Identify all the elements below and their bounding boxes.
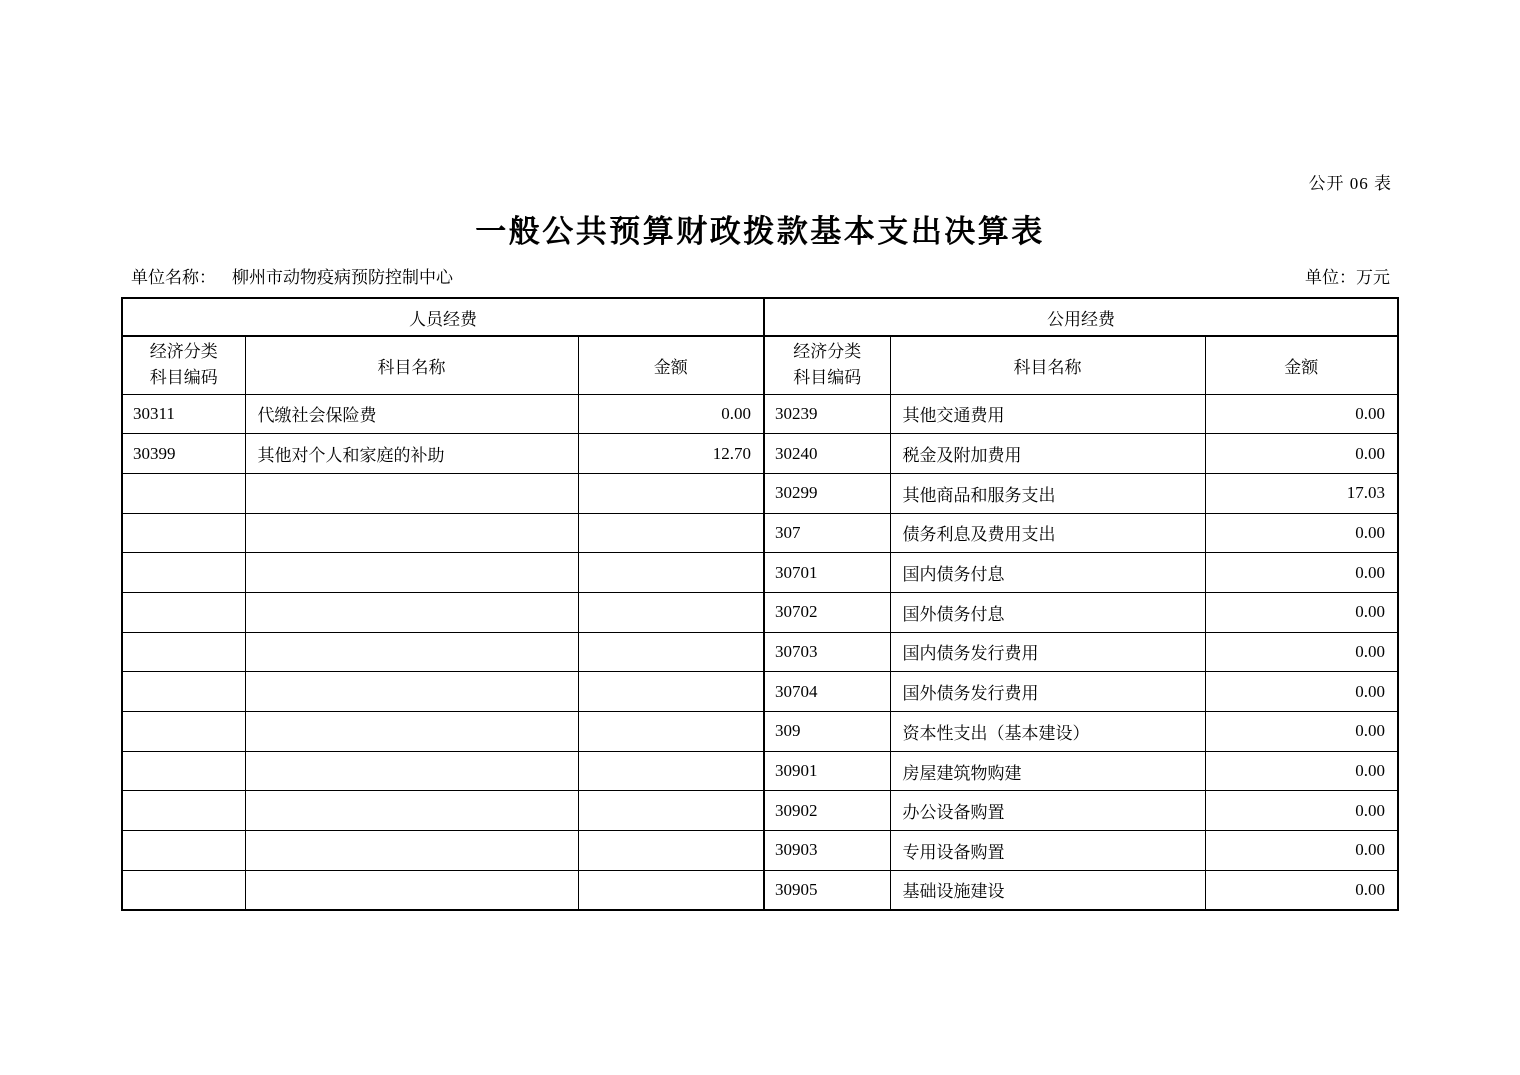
left-amount-cell	[578, 870, 764, 910]
right-subject-cell: 其他交通费用	[890, 394, 1205, 434]
right-subject-cell: 基础设施建设	[890, 870, 1205, 910]
right-amount-cell: 0.00	[1205, 394, 1398, 434]
table-row	[122, 592, 1398, 632]
left-subject-cell: 代缴社会保险费	[245, 394, 578, 434]
table-row	[122, 394, 1398, 434]
table-body	[122, 394, 1398, 910]
right-subject-cell: 税金及附加费用	[890, 434, 1205, 474]
right-code-cell: 30901	[764, 751, 890, 791]
table-row	[122, 553, 1398, 593]
left-amount-cell	[578, 831, 764, 871]
right-code-cell: 30903	[764, 831, 890, 871]
right-code-header-line2: 科目编码	[793, 368, 862, 388]
right-subject-cell: 资本性支出（基本建设）	[890, 712, 1205, 752]
right-amount-cell: 0.00	[1205, 434, 1398, 474]
table-row	[122, 672, 1398, 712]
left-code-cell	[122, 513, 245, 553]
left-subject-cell	[245, 473, 578, 513]
left-code-cell: 30311	[122, 394, 245, 434]
right-subject-cell: 国外债务发行费用	[890, 672, 1205, 712]
right-subject-cell: 国内债务发行费用	[890, 632, 1205, 672]
left-amount-cell	[578, 712, 764, 752]
right-code-cell: 30239	[764, 394, 890, 434]
table-row	[122, 791, 1398, 831]
left-amount-cell	[578, 672, 764, 712]
right-subject-cell: 办公设备购置	[890, 791, 1205, 831]
left-amount-cell: 12.70	[578, 434, 764, 474]
left-subject-cell	[245, 870, 578, 910]
right-section-title: 公用经费	[764, 298, 1398, 336]
table-row	[122, 712, 1398, 752]
left-amount-cell	[578, 513, 764, 553]
right-code-cell: 307	[764, 513, 890, 553]
left-subject-cell	[245, 712, 578, 752]
left-subject-cell	[245, 791, 578, 831]
unit-currency-label: 单位：万元	[1305, 268, 1390, 287]
right-subject-header: 科目名称	[890, 336, 1205, 394]
left-subject-cell	[245, 751, 578, 791]
table-row	[122, 831, 1398, 871]
right-amount-cell: 0.00	[1205, 513, 1398, 553]
table-row	[122, 632, 1398, 672]
left-code-cell	[122, 870, 245, 910]
left-code-header-line2: 科目编码	[149, 368, 218, 388]
right-code-cell: 30905	[764, 870, 890, 910]
left-subject-cell	[245, 672, 578, 712]
right-code-cell: 30240	[764, 434, 890, 474]
section-header-row	[122, 298, 1398, 336]
left-code-cell	[122, 712, 245, 752]
table-row	[122, 434, 1398, 474]
unit-name-label: 单位名称：	[131, 268, 216, 287]
table-row	[122, 513, 1398, 553]
left-code-cell	[122, 751, 245, 791]
left-amount-cell	[578, 751, 764, 791]
right-amount-cell: 0.00	[1205, 831, 1398, 871]
table-row	[122, 751, 1398, 791]
right-subject-cell: 房屋建筑物购建	[890, 751, 1205, 791]
right-code-cell: 30703	[764, 632, 890, 672]
right-amount-cell: 0.00	[1205, 751, 1398, 791]
left-code-cell	[122, 831, 245, 871]
right-code-cell: 30701	[764, 553, 890, 593]
left-code-cell	[122, 791, 245, 831]
left-amount-header: 金额	[578, 336, 764, 394]
right-subject-cell: 债务利息及费用支出	[890, 513, 1205, 553]
right-amount-cell: 0.00	[1205, 553, 1398, 593]
left-subject-header: 科目名称	[245, 336, 578, 394]
left-code-header	[122, 336, 245, 394]
right-amount-cell: 17.03	[1205, 473, 1398, 513]
right-subject-cell: 国外债务付息	[890, 592, 1205, 632]
right-amount-cell: 0.00	[1205, 592, 1398, 632]
left-code-cell	[122, 553, 245, 593]
right-code-header	[764, 336, 890, 394]
left-subject-cell	[245, 632, 578, 672]
left-amount-cell	[578, 791, 764, 831]
left-code-header-line1: 经济分类	[149, 342, 218, 362]
right-subject-cell: 其他商品和服务支出	[890, 473, 1205, 513]
left-subject-cell: 其他对个人和家庭的补助	[245, 434, 578, 474]
left-subject-cell	[245, 553, 578, 593]
left-amount-cell	[578, 473, 764, 513]
left-amount-cell	[578, 592, 764, 632]
right-amount-cell: 0.00	[1205, 791, 1398, 831]
left-code-cell	[122, 672, 245, 712]
left-amount-cell	[578, 632, 764, 672]
left-section-title: 人员经费	[122, 298, 764, 336]
left-subject-cell	[245, 592, 578, 632]
right-code-cell: 30902	[764, 791, 890, 831]
page-title: 一般公共预算财政拨款基本支出决算表	[475, 214, 1045, 249]
left-amount-cell: 0.00	[578, 394, 764, 434]
budget-table	[121, 297, 1399, 911]
left-subject-cell	[245, 513, 578, 553]
column-header-row	[122, 336, 1398, 394]
left-amount-cell	[578, 553, 764, 593]
right-amount-cell: 0.00	[1205, 712, 1398, 752]
unit-name-group	[131, 263, 453, 288]
right-subject-cell: 专用设备购置	[890, 831, 1205, 871]
unit-name-value: 柳州市动物疫病预防控制中心	[232, 268, 453, 287]
left-code-cell: 30399	[122, 434, 245, 474]
left-code-cell	[122, 473, 245, 513]
right-code-cell: 309	[764, 712, 890, 752]
right-code-cell: 30702	[764, 592, 890, 632]
left-code-cell	[122, 592, 245, 632]
right-amount-cell: 0.00	[1205, 632, 1398, 672]
table-row	[122, 870, 1398, 910]
left-code-cell	[122, 632, 245, 672]
right-code-header-line1: 经济分类	[793, 342, 862, 362]
right-amount-header: 金额	[1205, 336, 1398, 394]
right-code-cell: 30299	[764, 473, 890, 513]
right-subject-cell: 国内债务付息	[890, 553, 1205, 593]
left-subject-cell	[245, 831, 578, 871]
right-amount-cell: 0.00	[1205, 672, 1398, 712]
meta-row	[131, 263, 1390, 288]
right-code-cell: 30704	[764, 672, 890, 712]
form-number-label: 公开 06 表	[1308, 174, 1392, 193]
right-amount-cell: 0.00	[1205, 870, 1398, 910]
table-row	[122, 473, 1398, 513]
